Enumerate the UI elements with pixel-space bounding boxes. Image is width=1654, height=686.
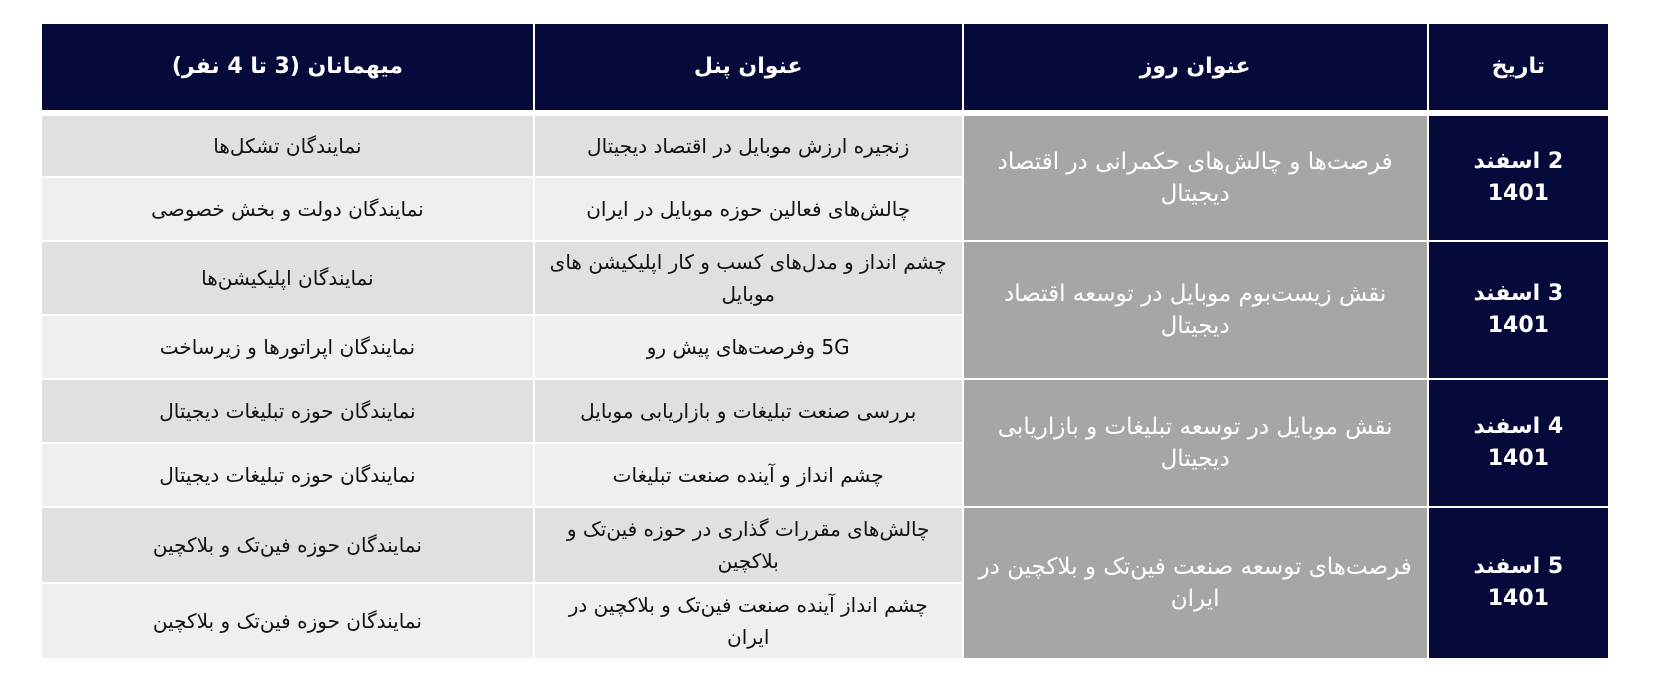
day-title-cell: نقش زیست‌بوم موبایل در توسعه اقتصاد دیجیتال — [963, 241, 1428, 379]
guests-cell: نمایندگان حوزه تبلیغات دیجیتال — [41, 379, 534, 443]
guests-cell: نمایندگان دولت و بخش خصوصی — [41, 177, 534, 241]
table-row — [41, 113, 1609, 177]
panel-title-cell: 5G وفرصت‌های پیش رو — [534, 315, 963, 379]
guests-cell: نمایندگان تشکل‌ها — [41, 113, 534, 177]
day-title-cell: فرصت‌ها و چالش‌های حکمرانی در اقتصاد دیجیتال — [963, 113, 1428, 241]
table-row — [41, 507, 1609, 583]
table-header-row — [41, 23, 1609, 113]
guests-cell: نمایندگان اپراتورها و زیرساخت — [41, 315, 534, 379]
day-title-cell: فرصت‌های توسعه صنعت فین‌تک و بلاکچین در ایران — [963, 507, 1428, 659]
schedule-table-wrapper — [40, 22, 1610, 660]
header-date: تاریخ — [1428, 23, 1609, 113]
date-cell: 4 اسفند 1401 — [1428, 379, 1609, 507]
guests-cell: نمایندگان حوزه تبلیغات دیجیتال — [41, 443, 534, 507]
date-cell: 2 اسفند 1401 — [1428, 113, 1609, 241]
panel-title-cell: چشم انداز و آینده صنعت تبلیغات — [534, 443, 963, 507]
panel-title-cell: زنجیره ارزش موبایل در اقتصاد دیجیتال — [534, 113, 963, 177]
panel-title-cell: بررسی صنعت تبلیغات و بازاریابی موبایل — [534, 379, 963, 443]
header-panel-title: عنوان پنل — [534, 23, 963, 113]
panel-title-cell: چالش‌های مقررات گذاری در حوزه فین‌تک و بلاکچین — [534, 507, 963, 583]
date-cell: 5 اسفند 1401 — [1428, 507, 1609, 659]
date-cell: 3 اسفند 1401 — [1428, 241, 1609, 379]
header-day-title: عنوان روز — [963, 23, 1428, 113]
guests-cell: نمایندگان حوزه فین‌تک و بلاکچین — [41, 583, 534, 659]
guests-cell: نمایندگان اپلیکیشن‌ها — [41, 241, 534, 315]
table-row — [41, 379, 1609, 443]
panel-title-cell: چشم انداز آینده صنعت فین‌تک و بلاکچین در ایران — [534, 583, 963, 659]
schedule-table — [40, 22, 1610, 660]
header-guests: میهمانان (3 تا 4 نفر) — [41, 23, 534, 113]
day-title-cell: نقش موبایل در توسعه تبلیغات و بازاریابی دیجیتال — [963, 379, 1428, 507]
guests-cell: نمایندگان حوزه فین‌تک و بلاکچین — [41, 507, 534, 583]
panel-title-cell: چالش‌های فعالین حوزه موبایل در ایران — [534, 177, 963, 241]
table-row — [41, 241, 1609, 315]
panel-title-cell: چشم انداز و مدل‌های کسب و کار اپلیکیشن های موبایل — [534, 241, 963, 315]
